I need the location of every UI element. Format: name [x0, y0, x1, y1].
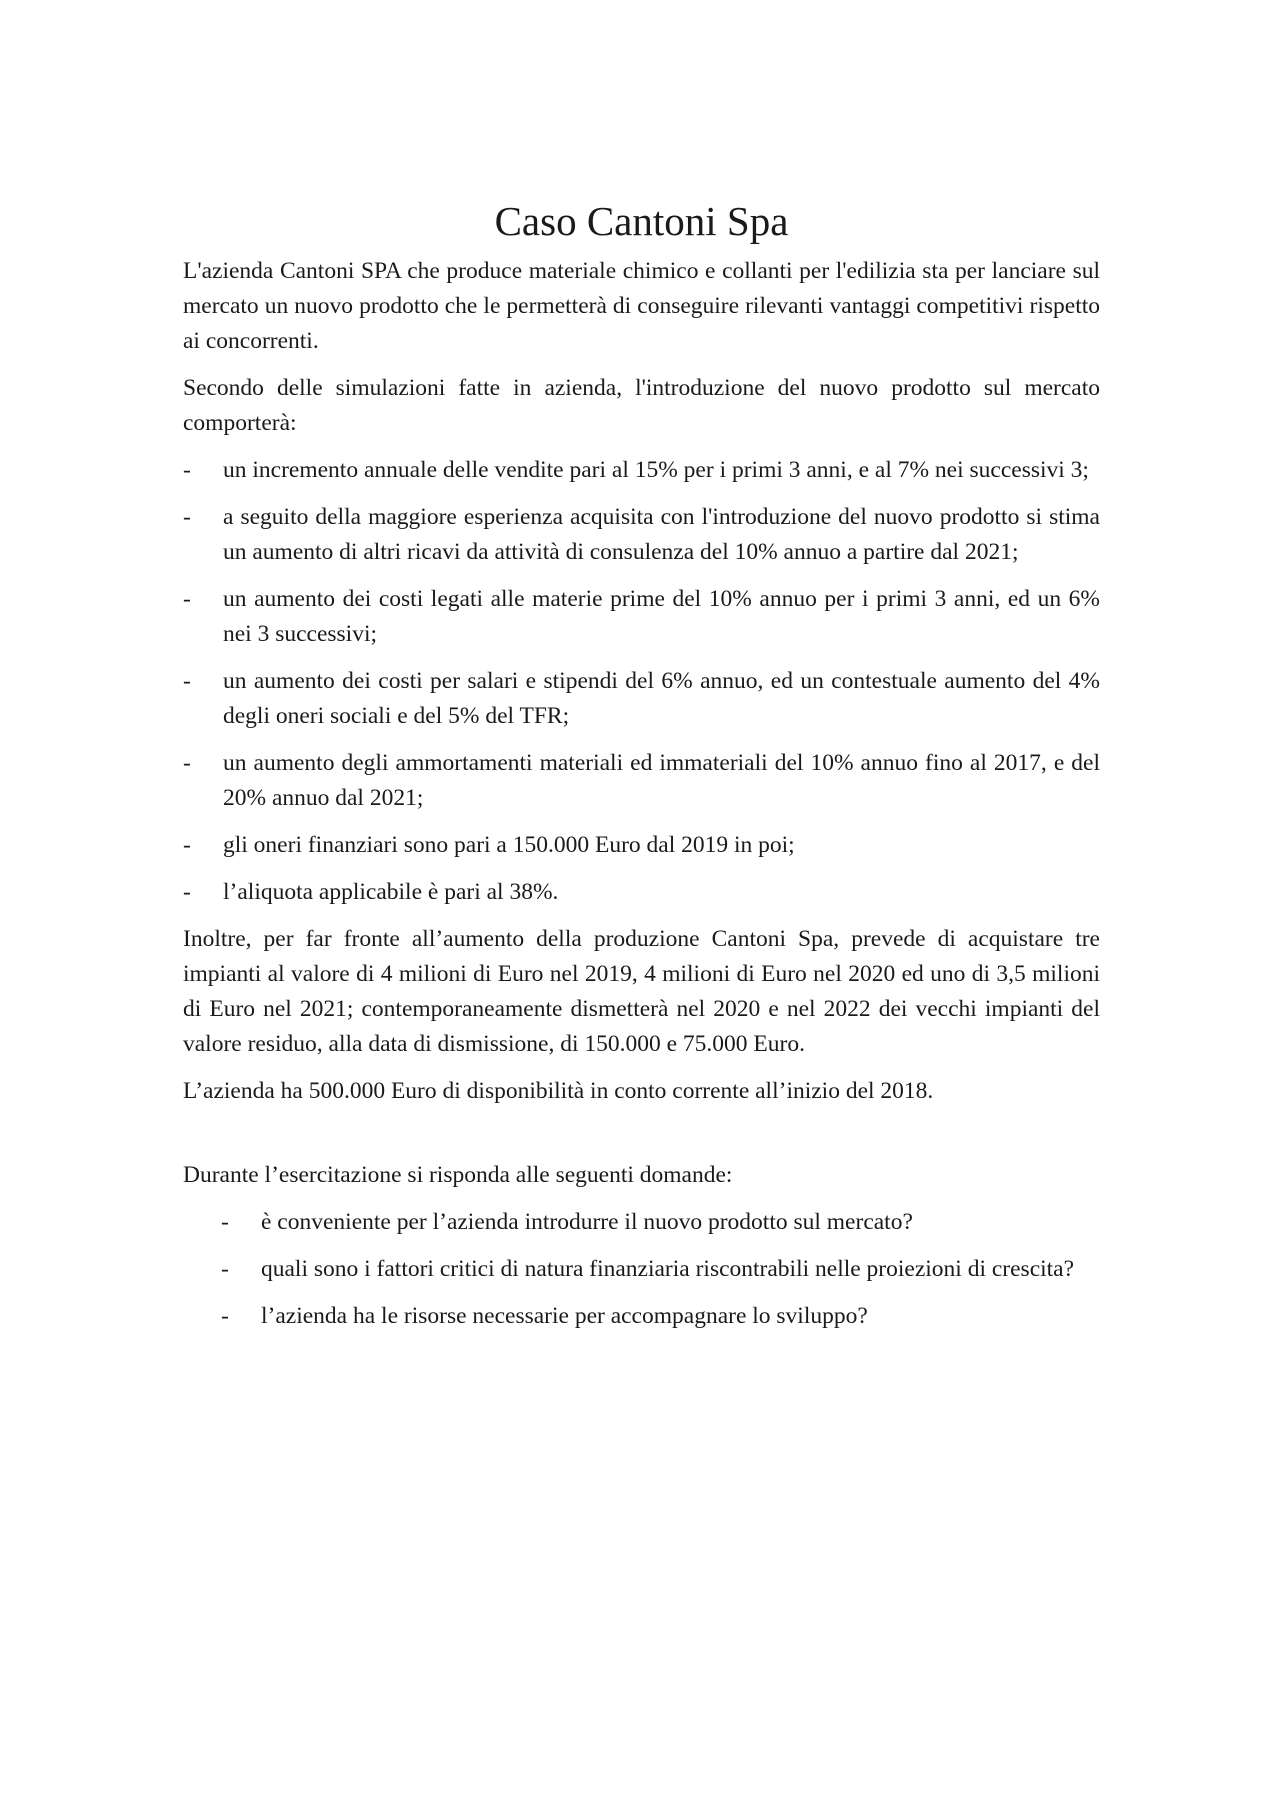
investment-paragraph: Inoltre, per far fronte all’aumento della produzione Cantoni Spa, prevede di acquistare tre impianti al valore di 4 milioni di Euro nel 2019, 4 milioni di Euro nel 2020 ed uno di 3,5 milioni di Euro nel 2021; contemporaneamente dismetterà nel 2020 e nel 2022 dei vecchi impianti del valore residuo, alla data di dismissione, di 150.000 e 75.000 Euro. — [183, 926, 1100, 1057]
questions-intro: Durante l’esercitazione si risponda alle seguenti domande: — [183, 1162, 733, 1188]
list-item-text: gli oneri finanziari sono pari a 150.000 Euro dal 2019 in poi; — [223, 832, 795, 858]
question-text: è conveniente per l’azienda introdurre il nuovo prodotto sul mercato? — [261, 1209, 913, 1235]
list-item-text: un aumento dei costi per salari e stipendi del 6% annuo, ed un contestuale aumento del 4% degli oneri sociali e del 5% del TFR; — [223, 668, 1100, 729]
section-spacer — [183, 1121, 1100, 1158]
list-dash: - — [221, 1209, 229, 1235]
document-body — [183, 196, 1100, 1346]
assumptions-list — [183, 453, 1100, 910]
list-dash: - — [183, 457, 191, 483]
question-text: l’azienda ha le risorse necessarie per accompagnare lo sviluppo? — [261, 1303, 868, 1329]
list-dash: - — [183, 586, 191, 612]
cash-paragraph: L’azienda ha 500.000 Euro di disponibilità in conto corrente all’inizio del 2018. — [183, 1078, 934, 1104]
list-dash: - — [183, 879, 191, 905]
list-dash: - — [221, 1256, 229, 1282]
list-item — [183, 453, 1100, 488]
questions-list — [183, 1205, 1100, 1334]
list-dash: - — [221, 1303, 229, 1329]
intro-paragraph: L'azienda Cantoni SPA che produce materiale chimico e collanti per l'edilizia sta per lanciare sul mercato un nuovo prodotto che le permetterà di conseguire rilevanti vantaggi competitivi rispetto ai concorrenti. — [183, 258, 1100, 354]
list-dash: - — [183, 832, 191, 858]
list-dash: - — [183, 504, 191, 530]
document-title: Caso Cantoni Spa — [494, 198, 789, 244]
list-item-text: un aumento degli ammortamenti materiali ed immateriali del 10% annuo fino al 2017, e del 20% annuo dal 2021; — [223, 750, 1100, 811]
list-item — [183, 828, 1100, 863]
list-item — [183, 746, 1100, 816]
list-item — [183, 500, 1100, 570]
question-item — [183, 1205, 1100, 1240]
list-item — [183, 664, 1100, 734]
list-item-text: un aumento dei costi legati alle materie prime del 10% annuo per i primi 3 anni, ed un 6% nei 3 successivi; — [223, 586, 1100, 647]
question-item — [183, 1252, 1100, 1287]
list-item-text: l’aliquota applicabile è pari al 38%. — [223, 879, 559, 905]
question-item — [183, 1299, 1100, 1334]
list-dash: - — [183, 668, 191, 694]
simulation-paragraph: Secondo delle simulazioni fatte in azienda, l'introduzione del nuovo prodotto sul mercato comporterà: — [183, 375, 1100, 436]
list-item — [183, 582, 1100, 652]
list-item-text: a seguito della maggiore esperienza acquisita con l'introduzione del nuovo prodotto si stima un aumento di altri ricavi da attività di consulenza del 10% annuo a partire dal 2021; — [223, 504, 1100, 565]
list-dash: - — [183, 750, 191, 776]
question-text: quali sono i fattori critici di natura finanziaria riscontrabili nelle proiezioni di crescita? — [261, 1256, 1075, 1282]
list-item-text: un incremento annuale delle vendite pari al 15% per i primi 3 anni, e al 7% nei successivi 3; — [223, 457, 1089, 483]
list-item — [183, 875, 1100, 910]
